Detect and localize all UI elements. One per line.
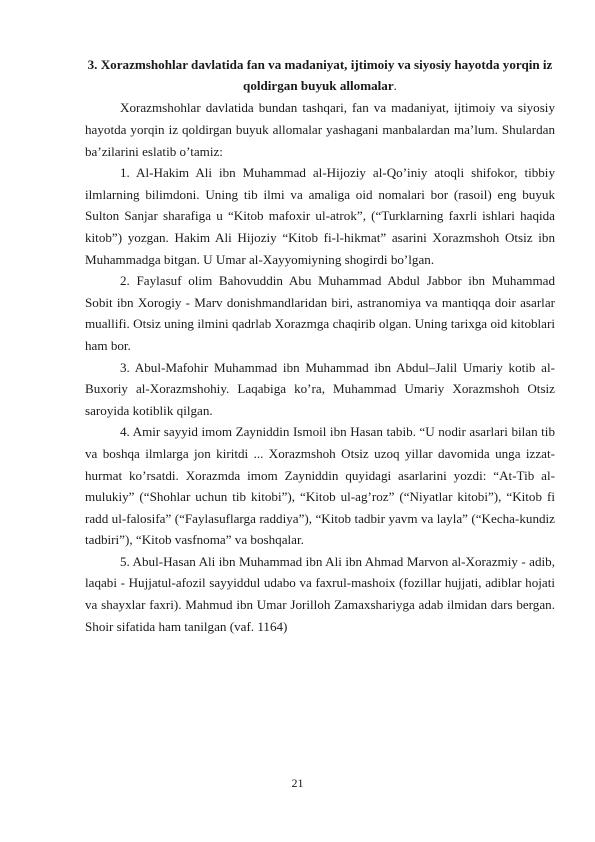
section-heading	[85, 54, 555, 96]
paragraph-item-2: 2. Faylasuf olim Bahovuddin Abu Muhammad Abdul Jabbor ibn Muhammad Sobit ibn Xorogiy - Marv donishmandlaridan biri, astranomiya va mantiqqa doir asarlar muallifi. Otsiz uning ilmini qadrlab Xorazmga chaqirib olgan. Uning tarixga oid kitoblari ham bor.	[85, 273, 555, 353]
section-heading-text: 3. Xorazmshohlar davlatida fan va madaniyat, ijtimoiy va siyosiy hayotda yorqin iz qoldirgan buyuk allomalar	[87, 57, 553, 94]
paragraph-item-3: 3. Abul-Mafohir Muhammad ibn Muhammad ibn Abdul–Jalil Umariy kotib al-Buxoriy al-Xorazmshohiy. Laqabiga ko’ra, Muhammad Umariy Xorazmshoh Otsiz saroyida kotiblik qilgan.	[85, 359, 555, 418]
intro-paragraph: Xorazmshohlar davlatida bundan tashqari, fan va madaniyat, ijtimoiy va siyosiy hayotda yorqin iz qoldirgan buyuk allomalar yashagani manbalardan ma’lum. Shulardan ba’zilarini eslatib o’tamiz:	[85, 100, 555, 159]
document-page	[85, 54, 555, 637]
paragraph-item-5: 5. Abul-Hasan Ali ibn Muhammad ibn Ali ibn Ahmad Marvon al-Xorazmiy - adib, laqabi - Hujjatul-afozil sayyiddul udabo va faxrul-mashoix (fozillar hujjati, adiblar hojati va shayxlar faxri). Mahmud ibn Umar Jorilloh Zamaxshariyga adab ilmidan dars bergan. Shoir sifatida ham tanilgan (vaf. 1164)	[85, 553, 555, 634]
section-heading-period: .	[393, 78, 397, 94]
paragraph-item-4: 4. Amir sayyid imom Zayniddin Ismoil ibn Hasan tabib. “U nodir asarlari bilan tib va boshqa ilmlarga jon kiritdi ... Xorazmshoh Otsiz uzoq yillar davomida unga izzat-hurmat ko’rsatdi. Xorazmda imom Zayniddin quyidagi asarlarini yozdi: “At-Tib al-mulukiy” (“Shohlar uchun tib kitobi”), “Kitob ul-ag’roz” (“Niyatlar kitobi”), “Kitob fi radd ul-falosifa” (“Faylasuflarga raddiya”), “Kitob tadbir yavm va layla” (“Kecha-kundiz tadbiri”), “Kitob vasfnoma” va boshqalar.	[85, 424, 555, 548]
page-number: 21	[291, 776, 304, 790]
paragraph-item-1: 1. Al-Hakim Ali ibn Muhammad al-Hijoziy al-Qo’iniy atoqli shifokor, tibbiy ilmlarning bilimdoni. Uning tib ilmi va amaliga oid nomalari bor (rasoil) eng buyuk Sulton Sanjar sharafiga u “Kitob mafoxir ul-atrok”, (“Turklarning faxrli ishlari haqida kitob”) yozgan. Hakim Ali Hijoziy “Kitob fi-l-hikmat” asarini Xorazmshoh Otsiz ibn Muhammadga bitgan. U Umar al-Xayyomiyning shogirdi bo’lgan.	[85, 165, 555, 267]
